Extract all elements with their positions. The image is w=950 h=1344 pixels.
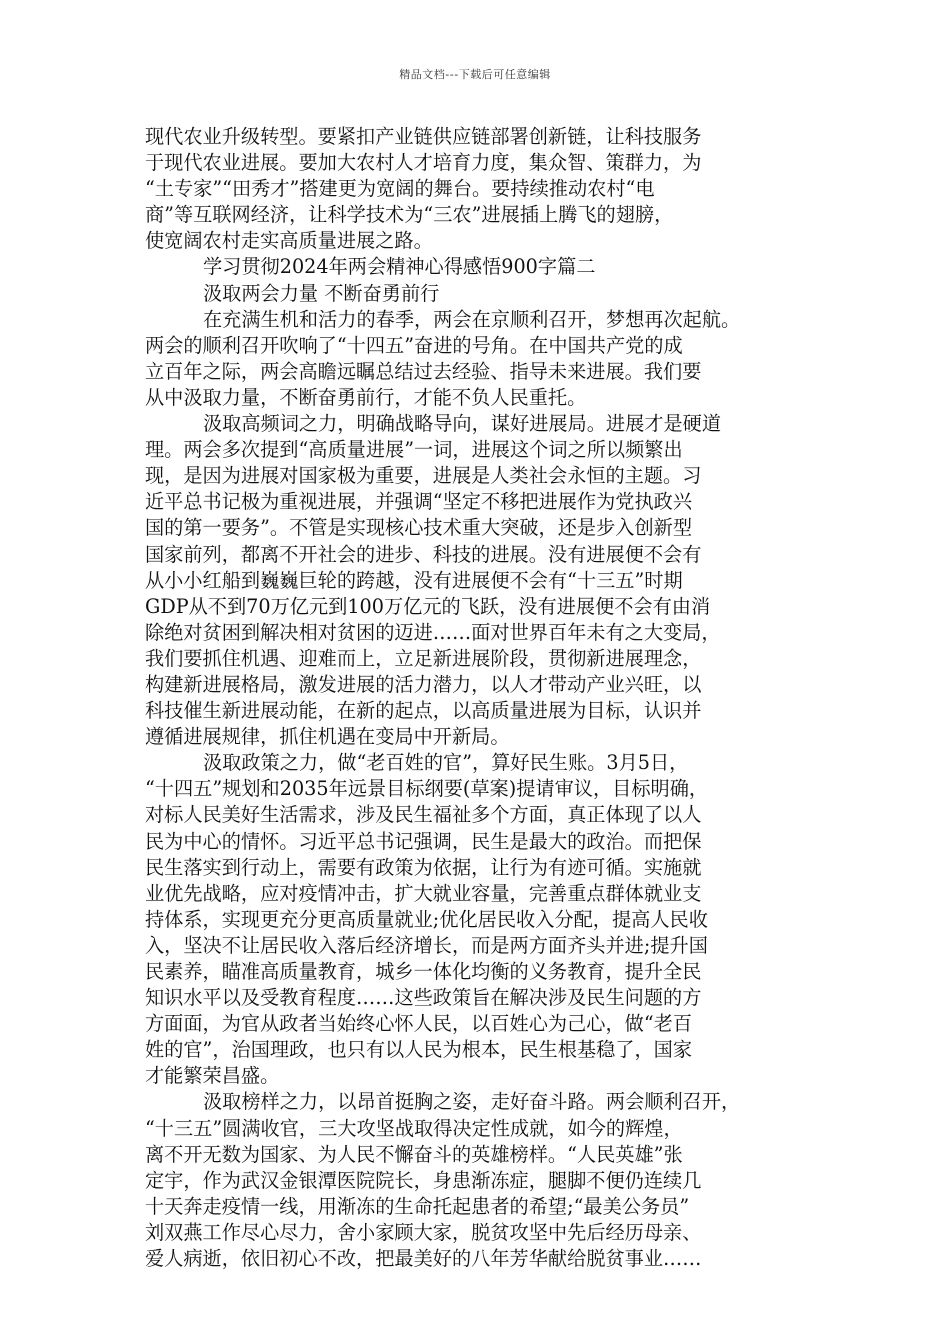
text-line: 定宇，作为武汉金银潭医院院长，身患渐冻症，腿脚不便仍连续几 xyxy=(145,1168,702,1192)
text-line: 科技催生新进展动能，在新的起点，以高质量进展为目标，认识并 xyxy=(145,699,702,723)
text-line: 汲取榜样之力，以昂首挺胸之姿，走好奋斗路。两会顺利召开， xyxy=(203,1090,741,1114)
text-line: 才能繁荣昌盛。 xyxy=(145,1064,280,1088)
text-line: 汲取政策之力，做“老百姓的官”，算好民生账。3月5日， xyxy=(203,751,689,775)
text-line: 近平总书记极为重视进展，并强调“坚定不移把进展作为党执政兴 xyxy=(145,490,693,514)
text-line: 业优先战略，应对疫情冲击，扩大就业容量，完善重点群体就业支 xyxy=(145,881,702,905)
text-line: 民为中心的情怀。习近平总书记强调，民生是最大的政治。而把保 xyxy=(145,829,702,853)
text-line: 在充满生机和活力的春季，两会在京顺利召开，梦想再次起航。 xyxy=(203,307,741,331)
text-line: 立百年之际，两会高瞻远瞩总结过去经验、指导未来进展。我们要 xyxy=(145,359,702,383)
text-line: 民生落实到行动上，需要有政策为依据，让行为有迹可循。实施就 xyxy=(145,855,702,879)
text-line: 知识水平以及受教育程度……这些政策旨在解决涉及民生问题的方 xyxy=(145,986,702,1010)
text-line: 持体系，实现更充分更高质量就业;优化居民收入分配，提高人民收 xyxy=(145,907,708,931)
text-line: 从小小红船到巍巍巨轮的跨越，没有进展便不会有“十三五”时期 xyxy=(145,568,683,592)
text-line: 两会的顺利召开吹响了“十四五”奋进的号角。在中国共产党的成 xyxy=(145,333,683,357)
text-line: “十四五”规划和2035年远景目标纲要(草案)提请审议，目标明确， xyxy=(145,777,709,801)
text-line: 除绝对贫困到解决相对贫困的迈进……面对世界百年未有之大变局， xyxy=(145,620,721,644)
text-line: 姓的官”，治国理政，也只有以人民为根本，民生根基稳了，国家 xyxy=(145,1038,693,1062)
text-line: “十三五”圆满收官，三大攻坚战取得决定性成就，如今的辉煌， xyxy=(145,1116,683,1140)
text-line: 构建新进展格局，激发进展的活力潜力，以人才带动产业兴旺，以 xyxy=(145,672,702,696)
text-line: 学习贯彻2024年两会精神心得感悟900字篇二 xyxy=(203,255,596,279)
text-line: “土专家”“田秀才”搭建更为宽阔的舞台。要持续推动农村“电 xyxy=(145,177,655,201)
text-line: 国家前列，都离不开社会的进步、科技的进展。没有进展便不会有 xyxy=(145,542,702,566)
text-line: 刘双燕工作尽心尽力，舍小家顾大家，脱贫攻坚中先后经历母亲、 xyxy=(145,1220,702,1244)
text-line: 爱人病逝，依旧初心不改，把最美好的八年芳华献给脱贫事业…… xyxy=(145,1247,702,1271)
text-line: 离不开无数为国家、为人民不懈奋斗的英雄榜样。“人民英雄”张 xyxy=(145,1142,683,1166)
text-line: 入，坚决不让居民收入落后经济增长，而是两方面齐头并进;提升国 xyxy=(145,933,708,957)
text-line: 于现代农业进展。要加大农村人才培育力度，集众智、策群力，为 xyxy=(145,151,702,175)
text-line: 方面面，为官从政者当始终心怀人民，以百姓心为己心，做“老百 xyxy=(145,1012,693,1036)
page-header: 精品文档---下载后可任意编辑 xyxy=(399,68,551,81)
text-line: 汲取高频词之力，明确战略导向，谋好进展局。进展才是硬道 xyxy=(203,412,722,436)
text-line: 现，是因为进展对国家极为重要，进展是人类社会永恒的主题。习 xyxy=(145,464,702,488)
text-line: 理。两会多次提到“高质量进展”一词，进展这个词之所以频繁出 xyxy=(145,438,683,462)
text-line: 商”等互联网经济，让科学技术为“三农”进展插上腾飞的翅膀， xyxy=(145,203,674,227)
text-line: 十天奔走疫情一线，用渐冻的生命托起患者的希望;“最美公务员” xyxy=(145,1194,690,1218)
text-line: 从中汲取力量，不断奋勇前行，才能不负人民重托。 xyxy=(145,385,587,409)
text-line: GDP从不到70万亿元到100万亿元的飞跃，没有进展便不会有由消 xyxy=(145,594,711,618)
text-line: 我们要抓住机遇、迎难而上，立足新进展阶段，贯彻新进展理念， xyxy=(145,646,702,670)
text-line: 民素养，瞄准高质量教育，城乡一体化均衡的义务教育，提升全民 xyxy=(145,960,702,983)
text-line: 使宽阔农村走实高质量进展之路。 xyxy=(145,229,433,253)
document-body xyxy=(145,124,833,1272)
text-line: 遵循进展规律，抓住机遇在变局中开新局。 xyxy=(145,725,510,749)
text-line: 现代农业升级转型。要紧扣产业链供应链部署创新链，让科技服务 xyxy=(145,125,702,148)
text-line: 汲取两会力量 不断奋勇前行 xyxy=(203,281,440,305)
text-line: 对标人民美好生活需求，涉及民生福祉多个方面，真正体现了以人 xyxy=(145,803,702,827)
text-line: 国的第一要务”。不管是实现核心技术重大突破，还是步入创新型 xyxy=(145,516,693,540)
